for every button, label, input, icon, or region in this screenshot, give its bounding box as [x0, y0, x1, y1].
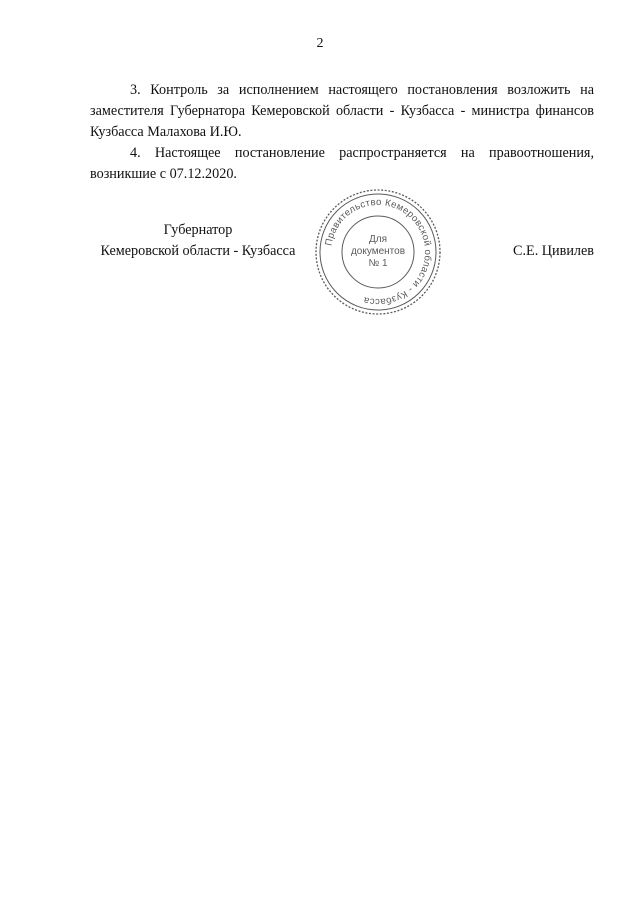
signatory-name: С.Е. Цивилев: [513, 243, 594, 259]
seal-center-line2: документов: [350, 246, 406, 257]
seal-ring-text: Правительство Кемеровской области - Кузбасса: [323, 196, 434, 308]
paragraph-4: 4. Настоящее постановление распространяется на правоотношения, возникшие с 07.12.2020.: [90, 145, 594, 182]
page-number: 2: [316, 36, 324, 51]
official-seal: [312, 186, 444, 318]
seal-center-line1: Для: [368, 234, 388, 245]
signatory-region: Кемеровской области - Кузбасса: [100, 243, 296, 259]
signatory-title: Губернатор: [163, 222, 233, 238]
paragraph-3: 3. Контроль за исполнением настоящего постановления возложить на заместителя Губернатора Кемеровской области - Кузбасса - министра финансов Кузбасса Малахова И.Ю.: [90, 82, 594, 140]
signatory-position: [88, 220, 308, 262]
document-body: [90, 80, 594, 185]
seal-center-line3: № 1: [368, 258, 388, 269]
